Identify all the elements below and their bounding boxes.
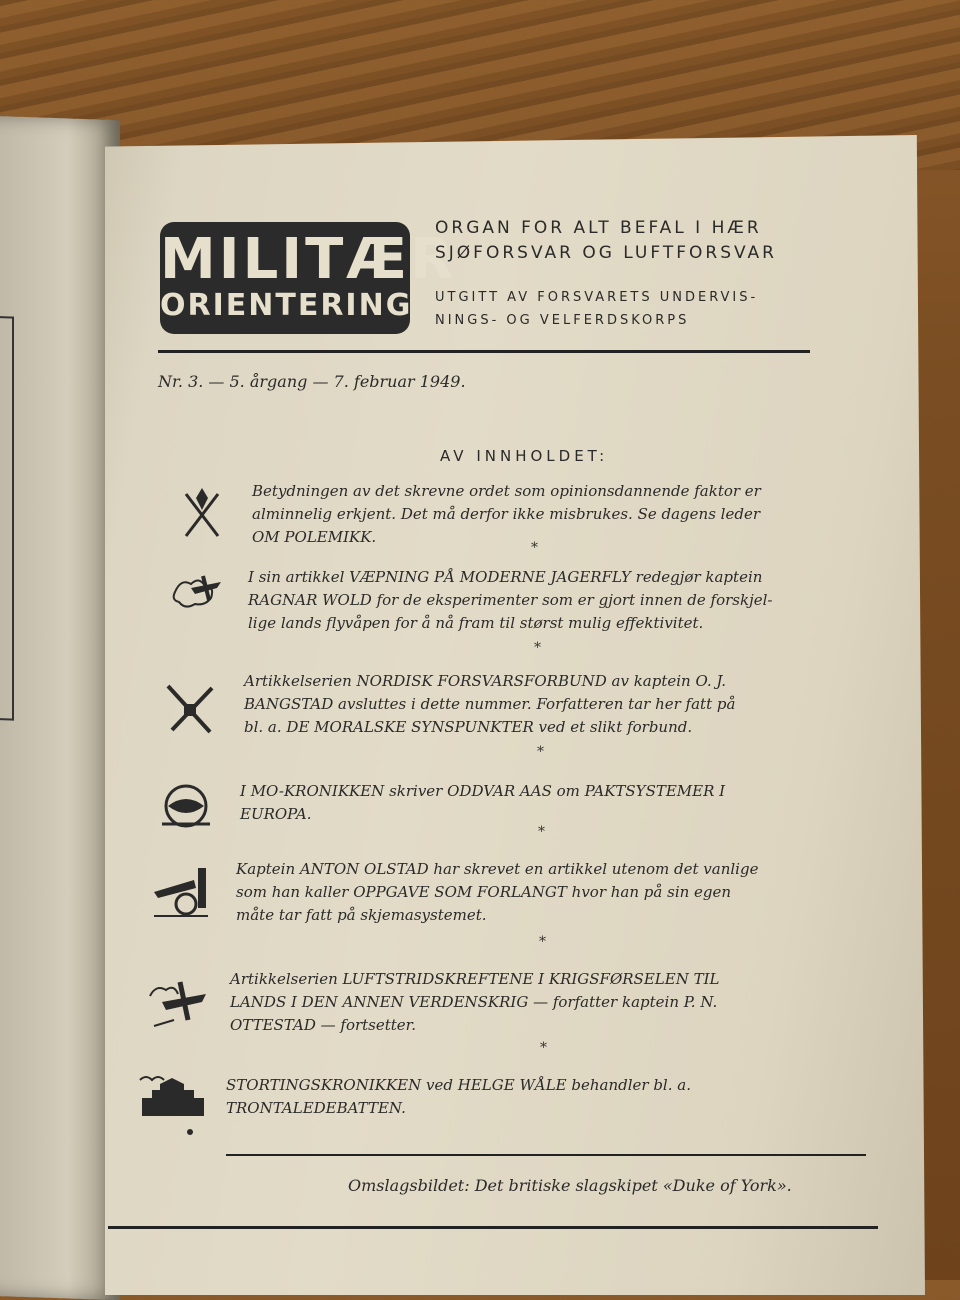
publisher-line-2: NINGS- OG VELFERDSKORPS (435, 313, 690, 328)
contents-entry-1 (252, 480, 832, 549)
logo-line-1: MILITÆR (160, 227, 457, 292)
entry-line: Betydningen av det skrevne ordet som opinionsdannende faktor er (252, 482, 761, 500)
fighter-plane-icon (165, 568, 227, 618)
crossed-rifles-icon (162, 680, 218, 738)
entry-line: lige lands flyvåpen for å nå fram til størst mulig effektivitet. (248, 614, 704, 632)
bomber-plane-icon (144, 976, 210, 1032)
separator-star: * (538, 824, 545, 840)
contents-entry-7 (226, 1074, 866, 1120)
tagline-1: ORGAN FOR ALT BEFAL I HÆR (435, 218, 762, 238)
separator-star: * (534, 640, 541, 656)
logo-line-2: ORIENTERING (160, 288, 413, 323)
parliament-building-icon (138, 1070, 208, 1140)
bottom-rule (108, 1226, 878, 1229)
contents-heading: AV INNHOLDET: (440, 447, 609, 465)
entry-line: I MO-KRONIKKEN skriver ODDVAR AAS om PAKTSYSTEMER I (240, 782, 726, 800)
masthead-rule (158, 350, 810, 353)
separator-star: * (531, 540, 538, 556)
contents-entry-3 (244, 670, 844, 739)
separator-star: * (539, 934, 546, 950)
globe-handshake-icon (156, 780, 214, 830)
entry-line: STORTINGSKRONIKKEN ved HELGE WÅLE behandler bl. a. (226, 1076, 691, 1094)
contents-entry-4 (240, 780, 850, 826)
entry-line: LANDS I DEN ANNEN VERDENSKRIG — forfatter kaptein P. N. (230, 993, 718, 1011)
entry-line: Artikkelserien LUFTSTRIDSKREFTENE I KRIGSFØRSELEN TIL (230, 970, 720, 988)
entry-line: alminnelig erkjent. Det må derfor ikke misbrukes. Se dagens leder (252, 505, 760, 523)
magazine-logo (160, 222, 457, 334)
entry-line: EUROPA. (240, 805, 312, 823)
contents-entry-5 (236, 858, 856, 927)
entry-line: måte tar fatt på skjemasystemet. (236, 906, 487, 924)
entry-line: I sin artikkel VÆPNING PÅ MODERNE JAGERFLY redegjør kaptein (248, 568, 763, 586)
crossed-sword-torch-icon (178, 484, 226, 542)
entry-line: TRONTALEDEBATTEN. (226, 1099, 406, 1117)
entry-line: OTTESTAD — fortsetter. (230, 1016, 416, 1034)
entry-line: Artikkelserien NORDISK FORSVARSFORBUND av kaptein O. J. (244, 672, 727, 690)
entry-line: bl. a. DE MORALSKE SYNSPUNKTER ved et slikt forbund. (244, 718, 693, 736)
separator-star: * (540, 1040, 547, 1056)
caption-rule (226, 1154, 866, 1156)
entry-line: OM POLEMIKK. (252, 528, 377, 546)
entry-line: Kaptein ANTON OLSTAD har skrevet en artikkel utenom det vanlige (236, 860, 759, 878)
cannon-icon (150, 862, 212, 922)
contents-entry-6 (230, 968, 860, 1037)
issue-line: Nr. 3. — 5. årgang — 7. februar 1949. (158, 372, 466, 391)
tagline-2: SJØFORSVAR OG LUFTFORSVAR (435, 243, 777, 263)
cover-caption: Omslagsbildet: Det britiske slagskipet «Duke of York». (348, 1176, 792, 1195)
entry-line: som han kaller OPPGAVE SOM FORLANGT hvor han på sin egen (236, 883, 732, 901)
entry-line: RAGNAR WOLD for de eksperimenter som er gjort innen de forskjel- (248, 591, 773, 609)
separator-star: * (537, 744, 544, 760)
publisher-line-1: UTGITT AV FORSVARETS UNDERVIS- (435, 290, 759, 305)
entry-line: BANGSTAD avsluttes i dette nummer. Forfatteren tar her fatt på (244, 695, 736, 713)
contents-entry-2 (248, 566, 838, 635)
